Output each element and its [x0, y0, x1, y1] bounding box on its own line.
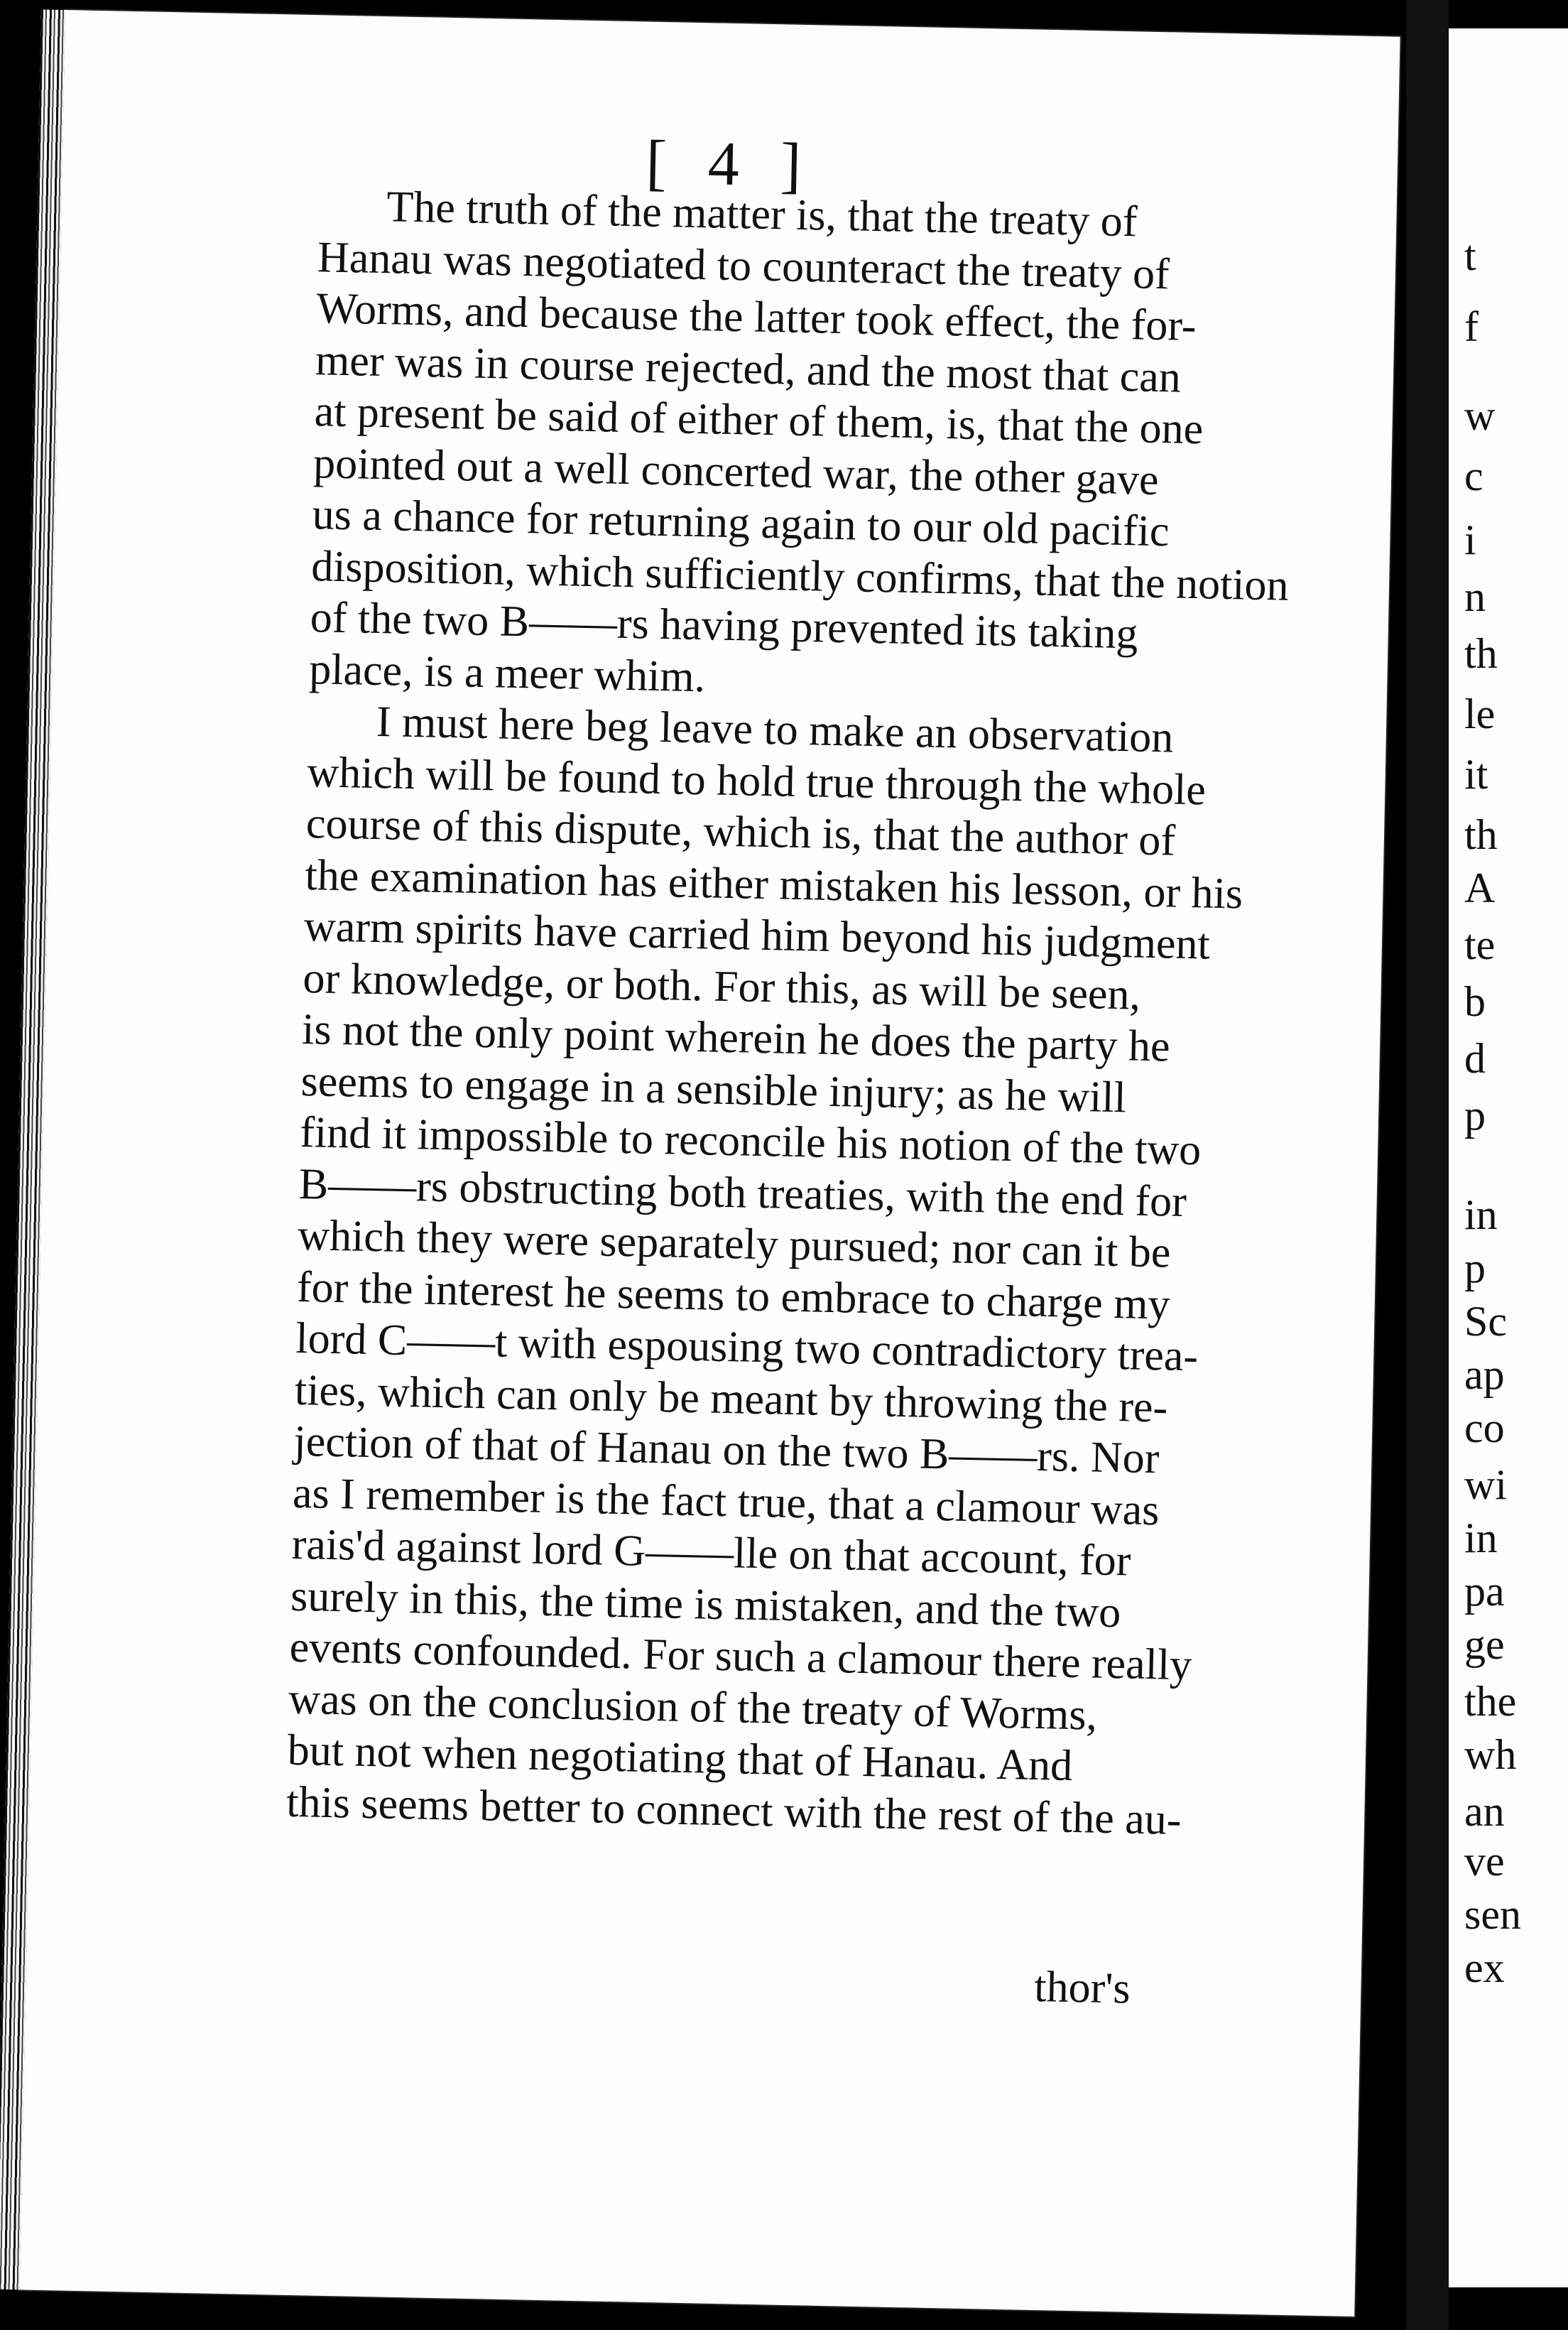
text-line: I must here beg leave to make an observation [376, 697, 1174, 762]
adjacent-page-fragment: t [1464, 232, 1476, 279]
adjacent-page-fragment: p [1464, 1245, 1486, 1291]
text-line: which they were separately pursued; nor can it be [297, 1210, 1172, 1277]
text-line: which will be found to hold true through the whole [306, 747, 1207, 814]
text-line: this seems better to connect with the rest of the au- [285, 1777, 1182, 1844]
book-page [20, 10, 1400, 2317]
text-line: B——rs obstructing both treaties, with the end for [298, 1159, 1187, 1226]
text-line: warm spirits have carried him beyond his judgment [303, 902, 1211, 969]
adjacent-page-fragment: ve [1464, 1838, 1505, 1885]
adjacent-page-fragment: the [1464, 1678, 1517, 1725]
text-line: place, is a meer whim. [308, 644, 706, 701]
text-line: rais'd against lord G——lle on that account, for [291, 1519, 1132, 1586]
adjacent-page-fragment: co [1464, 1404, 1505, 1451]
text-line: the examination has either mistaken his lesson, or his [304, 850, 1243, 919]
text-line: disposition, which sufficiently confirms, that the notion [310, 541, 1290, 610]
text-line: Hanau was negotiated to counteract the treaty of [317, 232, 1170, 298]
adjacent-page-fragment: ge [1464, 1621, 1505, 1668]
adjacent-page-fragment: Sc [1464, 1298, 1507, 1345]
adjacent-page-fragment: w [1464, 392, 1496, 439]
text-line: The truth of the matter is, that the treaty of [386, 183, 1138, 246]
text-line: was on the conclusion of the treaty of Worms, [288, 1674, 1098, 1740]
text-line: mer was in course rejected, and the most that can [315, 335, 1182, 402]
adjacent-page-edge [1449, 28, 1568, 2287]
text-line: course of this dispute, which is, that the author of [305, 799, 1176, 865]
adjacent-page-fragment: i [1464, 516, 1476, 563]
text-line: as I remember is the fact true, that a clamour was [292, 1468, 1160, 1534]
text-line: pointed out a well concerted war, the other gave [312, 438, 1160, 504]
adjacent-page-fragment: ap [1464, 1351, 1505, 1398]
text-line: events confounded. For such a clamour there really [289, 1622, 1192, 1690]
text-line: surely in this, the time is mistaken, and the two [290, 1571, 1121, 1637]
adjacent-page-fragment: c [1464, 453, 1483, 499]
adjacent-page-fragment: an [1464, 1788, 1505, 1835]
adjacent-page-fragment: A [1464, 865, 1496, 911]
text-line: seems to engage in a sensible injury; as he will [300, 1056, 1127, 1122]
adjacent-page-fragment: in [1464, 1514, 1498, 1561]
page-body-text [286, 180, 1384, 1849]
adjacent-page-fragment: sen [1464, 1891, 1521, 1938]
adjacent-page-fragment: th [1464, 630, 1498, 677]
adjacent-page-fragment: n [1464, 573, 1486, 620]
text-line: or knowledge, or both. For this, as will be seen, [303, 953, 1141, 1019]
adjacent-page-fragment: d [1464, 1035, 1486, 1082]
adjacent-page-fragment: te [1464, 921, 1496, 968]
adjacent-page-fragment: it [1464, 751, 1488, 798]
adjacent-page-fragment: in [1464, 1191, 1498, 1238]
adjacent-page-fragment: th [1464, 811, 1498, 858]
adjacent-page-fragment: f [1464, 303, 1479, 350]
text-line: Worms, and because the latter took effect, the for- [315, 284, 1197, 351]
text-line: lord C——t with espousing two contradictory trea- [295, 1313, 1199, 1381]
adjacent-page-fragment: b [1464, 978, 1486, 1025]
adjacent-page-fragment: p [1464, 1092, 1486, 1139]
text-line: find it impossible to reconcile his notion of the two [299, 1107, 1202, 1175]
adjacent-page-fragment: pa [1464, 1568, 1505, 1615]
page-number: [ 4 ] [645, 128, 815, 201]
text-line: us a chance for returning again to our old pacific [312, 490, 1170, 556]
text-line: for the interest he seems to embrace to charge my [296, 1262, 1171, 1329]
text-line: ties, which can only be meant by throwing the re- [294, 1365, 1168, 1432]
adjacent-page-fragment: le [1464, 690, 1496, 737]
book-gutter [1406, 0, 1449, 2330]
text-line: but not when negotiating that of Hanau. And [287, 1725, 1073, 1790]
text-line: is not the only point wherein he does the party he [301, 1004, 1171, 1071]
text-line: at present be said of either of them, is, that the one [314, 387, 1204, 454]
text-line: jection of that of Hanau on the two B——rs. Nor [293, 1416, 1160, 1483]
catchword: thor's [1033, 1962, 1131, 2013]
adjacent-page-fragment: wh [1464, 1731, 1517, 1778]
adjacent-page-fragment: ex [1464, 1944, 1505, 1991]
text-line: of the two B——rs having prevented its taking [310, 593, 1139, 659]
adjacent-page-fragment: wi [1464, 1461, 1507, 1508]
